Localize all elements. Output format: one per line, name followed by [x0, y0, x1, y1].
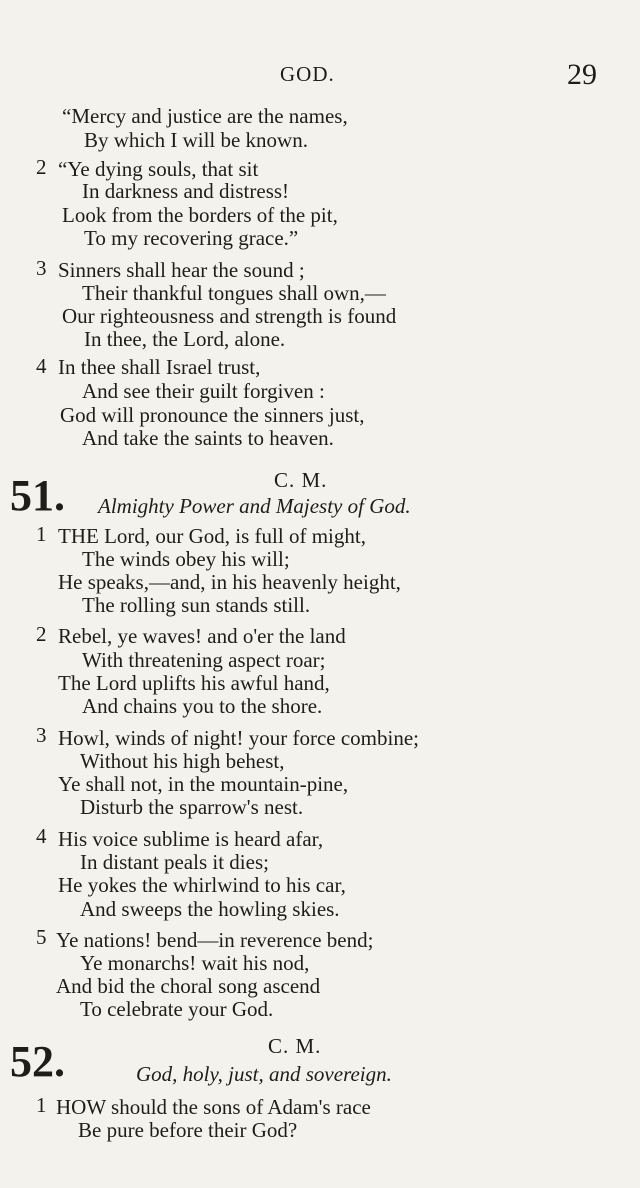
stanza-number: 5 — [36, 925, 47, 949]
verse-line: Ye monarchs! wait his nod, — [80, 951, 310, 975]
verse-line: HOW should the sons of Adam's race — [56, 1095, 371, 1119]
verse-line: The rolling sun stands still. — [82, 593, 311, 617]
verse-line: And take the saints to heaven. — [82, 426, 334, 450]
verse-line: “Mercy and justice are the names, — [62, 104, 348, 128]
verse-line: Ye shall not, in the mountain-pine, — [58, 772, 349, 796]
stanza-number: 4 — [36, 824, 47, 848]
stanza-number: 3 — [36, 256, 47, 280]
verse-line: He speaks,—and, in his heavenly height, — [58, 570, 401, 594]
verse-line: With threatening aspect roar; — [82, 648, 326, 672]
verse-line: THE Lord, our God, is full of might, — [58, 524, 366, 548]
verse-line: In distant peals it dies; — [80, 850, 269, 874]
verse-line: Disturb the sparrow's nest. — [80, 795, 304, 819]
hymn-title: Almighty Power and Majesty of God. — [98, 494, 411, 518]
stanza-number: 3 — [36, 723, 47, 747]
hymn-number: 51. — [10, 471, 65, 520]
verse-line: Their thankful tongues shall own,— — [82, 281, 386, 305]
verse-line: Howl, winds of night! your force combine; — [58, 726, 420, 750]
stanza-number: 1 — [36, 522, 47, 546]
verse-line: Look from the borders of the pit, — [62, 203, 338, 227]
stanza-number: 2 — [36, 155, 47, 179]
verse-line: In thee shall Israel trust, — [58, 355, 261, 379]
hymn-meter: C. M. — [268, 1034, 322, 1058]
hymn-title: God, holy, just, and sovereign. — [136, 1062, 392, 1086]
verse-line: And chains you to the shore. — [82, 694, 323, 718]
verse-line: And sweeps the howling skies. — [80, 897, 340, 921]
running-head — [0, 58, 640, 92]
running-title: GOD. — [280, 62, 335, 86]
verse-line: He yokes the whirlwind to his car, — [58, 873, 346, 897]
verse-line: God will pronounce the sinners just, — [60, 403, 365, 427]
verse-line: Ye nations! bend—in reverence bend; — [56, 928, 374, 952]
verse-line: Our righteousness and strength is found — [62, 304, 397, 328]
stanza-number: 4 — [36, 354, 47, 378]
verse-line: His voice sublime is heard afar, — [58, 827, 324, 851]
verse-line: “Ye dying souls, that sit — [58, 157, 259, 181]
verse-line: Rebel, ye waves! and o'er the land — [58, 624, 346, 648]
verse-line: To celebrate your God. — [80, 997, 274, 1021]
verse-line: The Lord uplifts his awful hand, — [58, 671, 330, 695]
verse-line: In darkness and distress! — [82, 179, 290, 203]
verse-line: Sinners shall hear the sound ; — [58, 258, 305, 282]
hymn-number: 52. — [10, 1037, 65, 1086]
verse-line: The winds obey his will; — [82, 547, 290, 571]
hymn-meter: C. M. — [274, 468, 328, 492]
stanza-number: 2 — [36, 622, 47, 646]
verse-line: In thee, the Lord, alone. — [84, 327, 286, 351]
verse-line: To my recovering grace.” — [84, 226, 299, 250]
verse-line: Without his high behest, — [80, 749, 285, 773]
verse-line: By which I will be known. — [84, 128, 308, 152]
verse-line: Be pure before their God? — [78, 1118, 298, 1142]
verse-line: And bid the choral song ascend — [56, 974, 321, 998]
stanza-number: 1 — [36, 1093, 47, 1117]
verse-line: And see their guilt forgiven : — [82, 379, 325, 403]
page-number: 29 — [567, 58, 597, 91]
